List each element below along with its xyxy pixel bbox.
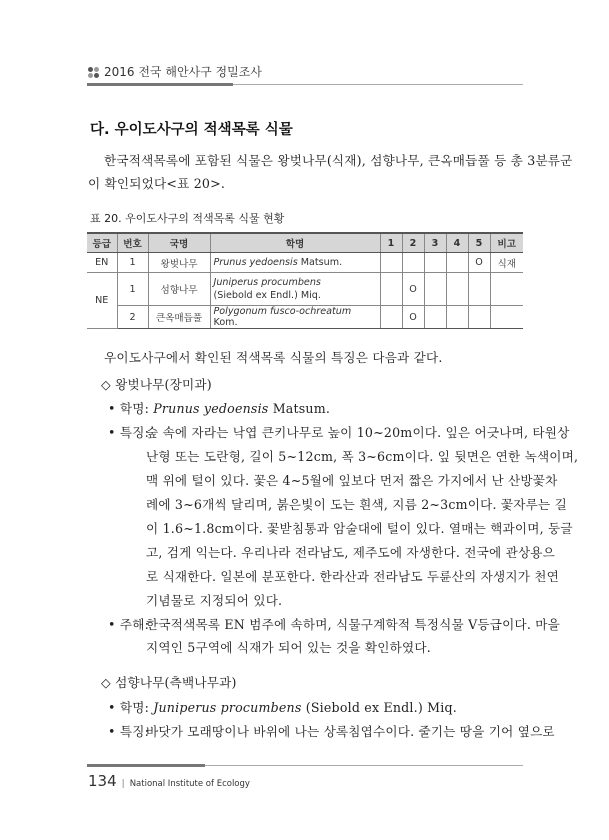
footer-rule-thick bbox=[87, 764, 205, 767]
col-zone-2: 2 bbox=[402, 233, 424, 253]
feature-line: 바닷가 모래땅이나 바위에 나는 상록침엽수이다. 줄기는 땅을 기어 옆으로 bbox=[146, 724, 555, 739]
red-list-table bbox=[87, 232, 523, 329]
note-line: 한국적색목록 EN 범주에 속하며, 식물구계학적 특정식물 V등급이다. 마을 bbox=[146, 617, 560, 632]
feature-line: 기념물로 지정되어 있다. bbox=[146, 593, 283, 608]
feature-line: 례에 3~6개씩 달리며, 붉은빛이 도는 흰색, 지름 2~3cm이다. 꽃자루는 길 bbox=[146, 497, 567, 512]
species-title: ◇ 섬향나무(측백나무과) bbox=[101, 675, 237, 690]
col-korean-name: 국명 bbox=[148, 233, 210, 253]
table-row: NE 1 섬향나무 Juniperus procumbens (Siebold ex Endl.) Miq. O bbox=[87, 273, 523, 306]
note-line: 지역인 5구역에 식재가 되어 있는 것을 확인하였다. bbox=[146, 640, 431, 655]
col-zone-5: 5 bbox=[468, 233, 490, 253]
publisher: National Institute of Ecology bbox=[129, 779, 250, 789]
scientific-name-line: • 학명: Prunus yedoensis Matsum. bbox=[108, 401, 331, 416]
feature-line: 이 1.6~1.8cm이다. 꽃받침통과 암술대에 털이 있다. 열매는 핵과이며, 둥글 bbox=[146, 521, 573, 536]
intro-line-2: 이 확인되었다<표 20>. bbox=[88, 176, 226, 191]
col-number: 번호 bbox=[117, 233, 148, 253]
header-dots-icon bbox=[88, 67, 99, 78]
feature-line: 로 식재한다. 일본에 분포한다. 한라산과 전라남도 두륜산의 자생지가 천연 bbox=[146, 569, 559, 584]
table-row: 2 큰옥매듭풀 Polygonum fusco-ochreatum Kom. O bbox=[87, 306, 523, 329]
col-scientific-name: 학명 bbox=[210, 233, 380, 253]
footer: 134 | National Institute of Ecology bbox=[88, 772, 250, 790]
col-zone-3: 3 bbox=[424, 233, 446, 253]
scientific-name-line: • 학명: Juniperus procumbens (Siebold ex Endl.) Miq. bbox=[108, 700, 457, 715]
section-title: 다. 우이도사구의 적색목록 식물 bbox=[90, 122, 293, 138]
intro-line-1: 한국적색목록에 포함된 식물은 왕벚나무(식재), 섬향나무, 큰옥매듭풀 등 총 3분류군 bbox=[104, 153, 573, 168]
col-zone-1: 1 bbox=[380, 233, 402, 253]
table-header-row bbox=[87, 233, 523, 253]
feature-line: 난형 또는 도란형, 길이 5~12cm, 폭 3~6cm이다. 잎 뒷면은 연한 녹색이며, bbox=[146, 449, 579, 464]
feature-label: • 특징: bbox=[108, 425, 150, 440]
table-row: EN 1 왕벚나무 Prunus yedoensis Matsum. O 식재 bbox=[87, 253, 523, 273]
table-caption: 표 20. 우이도사구의 적색목록 식물 현황 bbox=[90, 212, 285, 225]
running-header: 2016 전국 해안사구 정밀조사 bbox=[88, 63, 262, 80]
feature-line: 숲 속에 자라는 낙엽 큰키나무로 높이 10~20m이다. 잎은 어긋나며, 타원상 bbox=[146, 425, 570, 440]
note-label: • 주해: bbox=[108, 617, 150, 632]
col-remarks: 비고 bbox=[490, 233, 523, 253]
feature-line: 맥 위에 털이 있다. 꽃은 4~5월에 잎보다 먼저 짧은 가지에서 난 산방꽃차 bbox=[146, 473, 558, 488]
header-rule-thin bbox=[233, 84, 523, 85]
species-title: ◇ 왕벚나무(장미과) bbox=[101, 377, 212, 392]
header-rule-thick bbox=[87, 83, 233, 86]
feature-label: • 특징: bbox=[108, 724, 150, 739]
page-number: 134 bbox=[88, 772, 117, 790]
feature-line: 고, 검게 익는다. 우리나라 전라남도, 제주도에 자생한다. 전국에 관상용으 bbox=[146, 545, 556, 560]
footer-rule-thin bbox=[205, 765, 523, 766]
col-grade: 등급 bbox=[87, 233, 117, 253]
summary-text: 우이도사구에서 확인된 적색목록 식물의 특징은 다음과 같다. bbox=[104, 350, 443, 365]
col-zone-4: 4 bbox=[446, 233, 468, 253]
